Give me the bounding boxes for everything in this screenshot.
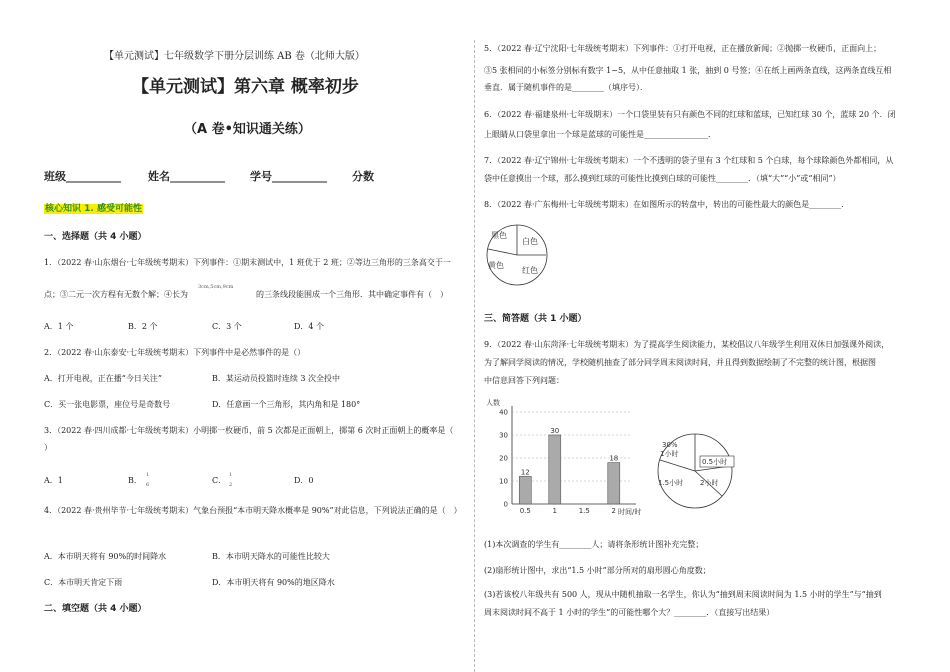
spinner-label-white: 白色: [522, 237, 538, 246]
q3-frac-c-num: 1: [229, 472, 233, 478]
bar-data-label: 30: [550, 427, 560, 435]
q9-part2: (2)扇形统计图中，求出“1.5 小时”部分所对的扇形圆心角度数；: [484, 566, 711, 575]
spinner-label-red: 红色: [522, 266, 538, 275]
q7-line1: 7．（2022 春·辽宁锦州·七年级统考期末）一个不透明的袋子里有 3 个红球和 5 个白球，每个球除颜色外都相同，从: [484, 156, 894, 165]
bar-y-tick-label: 0: [503, 500, 508, 509]
q3-frac-b-num: 1: [146, 472, 150, 478]
q3-option-c: C．: [212, 476, 227, 485]
bar-chart: [484, 396, 644, 518]
bar-x-ticks: [520, 507, 616, 515]
bar-x-tick-label: 0.5: [519, 507, 531, 515]
bar: [608, 463, 620, 504]
pie-slice-1h-label: 1小时: [660, 450, 679, 458]
q2-stem: 2．（2022 春·山东泰安·七年级统考期末）下列事件中是必然事件的是（）: [44, 348, 306, 357]
q2-option-a: A．打开电视，正在播“今日关注”: [44, 374, 162, 383]
pie-slice-2h-label: 2小时: [700, 479, 719, 487]
bar-x-tick-label: 2: [611, 507, 617, 515]
q8-stem: 8．（2022 春·广东梅州·七年级统考期末）在如图所示的转盘中，转出的可能性最大的颜色是________．: [484, 200, 850, 209]
q4-stem: 4．（2022 春·贵州毕节·七年级统考期末）气象台预报“本市明天降水概率是 90%”对此信息，下列说法正确的是（ ）: [44, 506, 462, 515]
spinner-label-black: 黑色: [491, 231, 507, 240]
q2-option-d: D．任意画一个三角形，其内角和是 180°: [212, 400, 361, 409]
bar-data-label: 18: [609, 454, 619, 463]
page-title: 【单元测试】第六章 概率初步: [132, 77, 359, 97]
bar-y-tick-label: 30: [499, 431, 508, 440]
student-id-field: 学号__________: [250, 170, 327, 183]
q7-line2: 袋中任意摸出一个球，那么摸到红球的可能性比摸到白球的可能性________．（填“大”“小”或“相同”）: [484, 174, 841, 183]
q5-line1: 5．（2022 春·辽宁沈阳·七年级统考期末）下列事件：①打开电视，正在播放新闻；②抛掷一枚硬币，正面向上；: [484, 44, 882, 53]
q2-option-b: B．某运动员投篮时连续 3 次全投中: [212, 374, 341, 383]
bar-y-label: 人数: [486, 399, 500, 407]
class-field: 班级__________: [44, 170, 121, 183]
bar-x-tick-label: 1: [552, 507, 558, 515]
section-fill: 二、填空题（共 4 小题）: [44, 604, 147, 614]
bar-x-label: 时间/时: [618, 508, 642, 516]
q1-option-a: A．1 个: [44, 322, 74, 331]
page-subtitle: （A 卷•知识通关练）: [184, 122, 311, 137]
spinner-label-yellow: 黄色: [488, 261, 504, 270]
series-title: 【单元测试】七年级数学下册分层训练 AB 卷（北师大版）: [104, 51, 365, 62]
q6-line1: 6．（2022 春·福建泉州·七年级期末）一个口袋里装有只有颜色不同的红球和蓝球，已知红球 30 个，蓝球 20 个．闭: [484, 110, 896, 119]
column-divider: [474, 40, 475, 672]
q1-option-c: C．3 个: [212, 322, 242, 331]
spinner-figure: [484, 222, 554, 288]
core-knowledge-label: 核心知识 1. 感受可能性: [45, 204, 142, 214]
q2-option-c: C．买一张电影票，座位号是奇数号: [44, 400, 171, 409]
q9-line3: 中信息回答下列问题：: [484, 376, 564, 385]
q9-part3-line1: (3)若该校八年级共有 500 人，现从中随机抽取一名学生，你认为“抽到周末阅读时间为 1.5 小时的学生”与“抽到: [484, 590, 882, 599]
q3-frac-b-den: 6: [146, 482, 150, 488]
q4-option-d: D．本市明天将有 90%的地区降水: [212, 578, 335, 587]
bar-series: [519, 427, 620, 504]
score-field: 分数: [352, 170, 374, 183]
pie-chart: [650, 430, 740, 512]
pie-slice-1h-pct: 30%: [662, 441, 678, 449]
q4-option-a: A．本市明天将有 90%的时间降水: [44, 552, 167, 561]
q3-line1: 3．（2022 春·四川成都·七年级统考期末）小明掷一枚硬币，前 5 次都是正面朝上，掷第 6 次时正面朝上的概率是（: [44, 426, 454, 435]
bar-x-tick-label: 1.5: [578, 507, 590, 515]
pie-slice-0-5h-label: 0.5小时: [702, 458, 728, 466]
q9-line1: 9．（2022 春·山东菏泽·七年级统考期末）为了提高学生阅读能力，某校倡议八年级学生利用双休日加强课外阅读，: [484, 340, 890, 349]
q9-part3-line2: 周末阅读时间不高于 1 小时的学生”的可能性哪个大？________．（直接写出结果）: [484, 608, 775, 617]
q1-line2: 点；③二元一次方程有无数个解；④长为 的三条线段能围成一个三角形．其中确定事件有（ ）: [44, 290, 448, 299]
q3-line2: ）: [44, 443, 52, 452]
bar-y-tick-label: 10: [499, 477, 508, 486]
q4-option-c: C．本市明天肯定下雨: [44, 578, 123, 587]
bar-y-tick-label: 20: [499, 454, 508, 463]
q1-sticks-note: 3cm,5cm,9cm: [198, 284, 234, 290]
q3-option-d: D．0: [294, 476, 314, 485]
q6-line2: 上眼睛从口袋里拿出一个球是蓝球的可能性是________________．: [484, 130, 716, 139]
q5-line3: 垂直．属于随机事件的是________（填序号）．: [484, 83, 648, 92]
q9-line2: 为了解同学阅读的情况，学校随机抽查了部分同学周末阅读时间，并且得到数据绘制了不完整的统计图，根据图: [484, 358, 876, 367]
bar-y-ticks: [499, 409, 508, 509]
bar-y-tick-label: 40: [499, 408, 508, 417]
q3-option-a: A．1: [44, 476, 63, 485]
bar: [549, 435, 561, 504]
pie-slice-1-5h-label: 1.5小时: [658, 479, 684, 487]
q9-part1: (1)本次调查的学生有________人；请将条形统计图补充完整；: [484, 540, 704, 549]
q3-option-b: B．: [128, 476, 142, 485]
q1-option-b: B．2 个: [128, 322, 158, 331]
q4-option-b: B．本市明天降水的可能性比较大: [212, 552, 330, 561]
name-field: 姓名__________: [148, 170, 225, 183]
q5-line2: ③5 张相同的小标签分别标有数字 1~5，从中任意抽取 1 张，抽到 0 号签；④在纸上画两条直线，这两条直线互相: [484, 66, 892, 75]
q1-line1: 1．（2022 春·山东烟台·七年级统考期末）下列事件：①期末测试中，1 班优于 2 班；②等边三角形的三条高交于一: [44, 258, 451, 267]
section-answer: 三、简答题（共 1 小题）: [484, 314, 587, 324]
q3-frac-c-den: 2: [229, 482, 233, 488]
section-choice: 一、选择题（共 4 小题）: [44, 232, 147, 242]
bar-data-label: 12: [520, 468, 530, 477]
bar: [519, 476, 531, 504]
q1-option-d: D．4 个: [294, 322, 325, 331]
